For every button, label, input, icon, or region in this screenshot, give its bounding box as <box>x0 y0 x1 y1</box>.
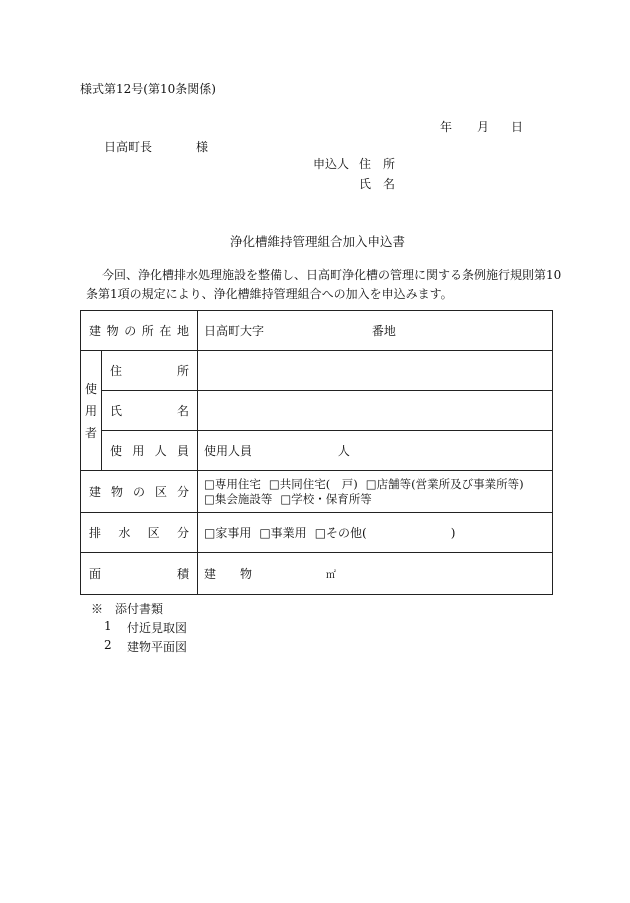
application-form-table <box>80 310 553 595</box>
checkbox-detached-house[interactable]: □専用住宅 <box>204 476 261 491</box>
user-label: 使 用 者 <box>81 351 102 471</box>
user-name-row <box>81 391 553 431</box>
user-count-row <box>81 431 553 471</box>
date-month-label: 月 <box>477 120 490 134</box>
location-prefix: 日高町大字 <box>204 324 265 338</box>
applicant-name-label: 氏 名 <box>359 177 396 191</box>
checkbox-school[interactable]: □学校・保育所等 <box>280 491 372 506</box>
attachment-item-1-number: 1 <box>104 619 112 633</box>
location-row <box>81 311 553 351</box>
attachment-item-2-text: 建物平面図 <box>127 640 188 654</box>
attachment-item-2-number: 2 <box>104 638 112 652</box>
drainage-type-options <box>198 513 553 553</box>
area-building-label: 建 物 <box>204 567 253 581</box>
area-label: 面 積 <box>81 553 198 595</box>
checkbox-household[interactable]: □家事用 <box>204 526 252 540</box>
attachment-item-1-text: 付近見取図 <box>127 621 188 635</box>
user-address-field[interactable] <box>198 351 553 391</box>
user-name-field[interactable] <box>198 391 553 431</box>
building-type-row <box>81 471 553 513</box>
checkbox-apartment[interactable]: □共同住宅( 戸) <box>268 476 358 491</box>
form-number: 様式第12号(第10条関係) <box>80 82 216 96</box>
checkbox-shop[interactable]: □店舗等(営業所及び事業所等) <box>365 476 524 491</box>
date-day-label: 日 <box>511 120 524 134</box>
other-close-paren: ) <box>450 526 456 540</box>
location-suffix: 番地 <box>371 324 396 338</box>
body-line-2: 条第1項の規定により、浄化槽維持管理組合への加入を申込みます。 <box>86 287 453 301</box>
area-unit: ㎡ <box>325 570 336 581</box>
location-field[interactable] <box>198 311 553 351</box>
building-type-options <box>198 471 553 513</box>
user-count-unit: 人 <box>337 444 350 458</box>
user-address-label: 住 所 <box>102 351 198 391</box>
addressee: 日高町長 <box>104 140 153 154</box>
user-name-label: 氏 名 <box>102 391 198 431</box>
date-year-label: 年 <box>440 120 453 134</box>
user-count-field[interactable] <box>198 431 553 471</box>
area-row <box>81 553 553 595</box>
applicant-label: 申込人 <box>313 157 350 171</box>
user-address-row <box>81 351 553 391</box>
user-count-label: 使 用 人 員 <box>102 431 198 471</box>
location-label: 建 物 の 所 在 地 <box>81 311 198 351</box>
applicant-address-label: 住 所 <box>359 157 396 171</box>
drainage-type-row <box>81 513 553 553</box>
user-count-prefix: 使用人員 <box>204 444 253 458</box>
checkbox-business[interactable]: □事業用 <box>259 526 307 540</box>
document-title: 浄化槽維持管理組合加入申込書 <box>230 234 406 249</box>
area-field[interactable] <box>198 553 553 595</box>
checkbox-assembly-facility[interactable]: □集会施設等 <box>204 491 273 506</box>
attachments-heading: ※ 添付書類 <box>91 602 164 616</box>
checkbox-other[interactable]: □その他( <box>314 526 367 540</box>
drainage-type-label: 排 水 区 分 <box>81 513 198 553</box>
body-line-1: 今回、浄化槽排水処理施設を整備し、日高町浄化槽の管理に関する条例施行規則第10 <box>102 268 562 282</box>
building-type-label: 建 物 の 区 分 <box>81 471 198 513</box>
honorific: 様 <box>196 140 209 154</box>
